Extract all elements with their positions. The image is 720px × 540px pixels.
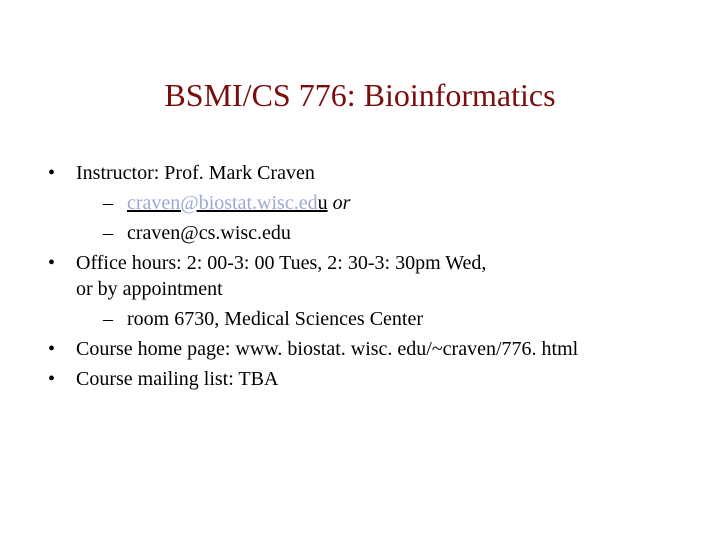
- home-page-text: Course home page: www. biostat. wisc. edu/~craven/776. html: [76, 338, 579, 360]
- home-page-item: [48, 336, 708, 362]
- bullet-icon: •: [48, 338, 56, 360]
- office-hours-continuation: [48, 276, 708, 302]
- dash-icon: –: [103, 192, 113, 214]
- room-item: [48, 306, 708, 332]
- bullet-list: [48, 160, 708, 392]
- bullet-icon: •: [48, 368, 56, 390]
- instructor-item: [48, 160, 708, 186]
- email-link-tail[interactable]: u: [317, 192, 328, 214]
- dash-icon: –: [103, 222, 113, 244]
- email-item-1: [48, 190, 708, 216]
- email-link-biostat[interactable]: [127, 192, 328, 214]
- email-cs: craven@cs.wisc.edu: [127, 222, 291, 244]
- room-text: room 6730, Medical Sciences Center: [127, 308, 424, 330]
- or-word: or: [332, 192, 351, 214]
- mailing-list-text: Course mailing list: TBA: [76, 368, 279, 390]
- slide-title: BSMI/CS 776: Bioinformatics: [164, 77, 556, 113]
- email-link-highlighted[interactable]: craven@biostat.wisc.ed: [127, 192, 318, 214]
- email-item-2: [48, 220, 708, 246]
- office-hours-text: Office hours: 2: 00-3: 00 Tues, 2: 30-3: 30pm Wed,: [76, 252, 487, 274]
- mailing-list-item: [48, 366, 708, 392]
- dash-icon: –: [103, 308, 113, 330]
- bullet-icon: •: [48, 162, 56, 184]
- office-hours-item: [48, 250, 708, 276]
- instructor-text: Instructor: Prof. Mark Craven: [76, 162, 315, 184]
- office-hours-text-2: or by appointment: [76, 278, 223, 300]
- bullet-icon: •: [48, 252, 56, 274]
